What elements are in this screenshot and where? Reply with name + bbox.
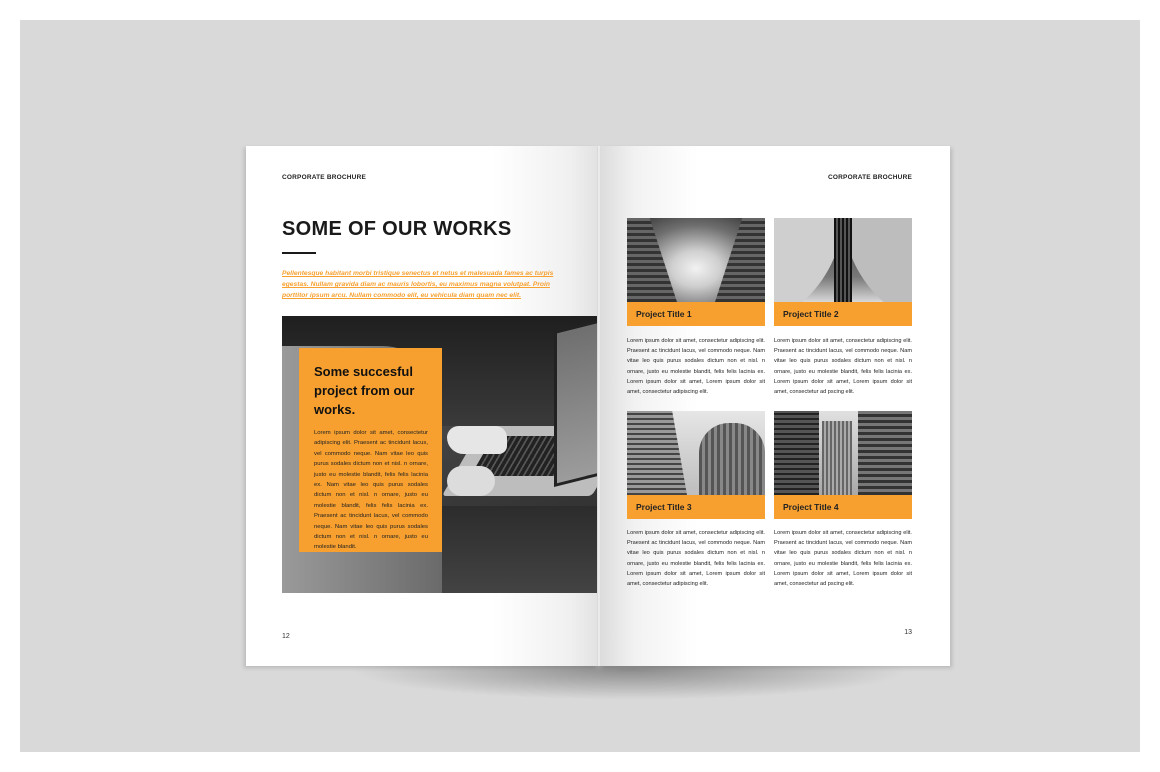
project-description: Lorem ipsum dolor sit amet, consectetur adipiscing elit. Praesent ac tincidunt lacus, vel commodo neque. Nam vitae leo quis purus sodales dictum non et nisl. n ornare, justo eu molestie blandit, felis felis lacinia ex. Lorem ipsum dolor sit amet, Lorem ipsum dolor sit amet, consectetur ad pscing elit. (774, 530, 912, 588)
project-3-image (627, 411, 765, 495)
arch-shape (842, 218, 912, 302)
building-shape (858, 411, 912, 495)
project-description: Lorem ipsum dolor sit amet, consectetur adipiscing elit. Praesent ac tincidunt lacus, vel commodo neque. Nam vitae leo quis purus sodales dictum non et nisl. n ornare, justo eu molestie blandit, felis felis lacinia ex. Lorem ipsum dolor sit amet, Lorem ipsum dolor sit amet, consectetur ad pscing elit. (774, 338, 912, 396)
building-shape (627, 411, 687, 495)
project-title: Project Title 2 (783, 309, 839, 319)
page-header: CORPORATE BROCHURE (282, 174, 367, 181)
project-2-image (774, 218, 912, 302)
bridge-shape (834, 218, 852, 302)
left-page (246, 146, 598, 666)
right-page (600, 146, 950, 666)
project-title: Project Title 3 (636, 502, 692, 512)
building-shape (822, 421, 852, 495)
feature-body: Lorem ipsum dolor sit amet, consectetur adipiscing elit. Praesent ac tincidunt lacus, vel commodo neque. Nam vitae leo quis purus sodales dictum non et nisl. n ornare, justo eu molestie blandit, felis felis lacinia ex. Nam vitae leo quis purus sodales dictum non et nisl. n ornare, justo eu molestie blandit, felis felis lacinia ex. Praesent ac tincidunt lacus, vel commodo neque. Nam vitae leo quis purus sodales dictum non et nisl. n ornare, justo eu molestie blandit. (314, 430, 428, 551)
photo-hand (447, 426, 507, 454)
page-title: SOME OF OUR WORKS (282, 218, 512, 240)
building-shape (774, 411, 819, 495)
project-1-title-bar (627, 302, 765, 326)
building-shape (715, 218, 765, 302)
project-3-title-bar (627, 495, 765, 519)
project-4-image (774, 411, 912, 495)
project-1-image (627, 218, 765, 302)
photo-floor (442, 506, 598, 593)
photo-hand (447, 466, 495, 496)
photo-laptop-screen (554, 317, 598, 487)
title-divider (282, 252, 316, 254)
building-shape (699, 423, 765, 495)
intro-paragraph: Pellentesque habitant morbi tristique senectus et netus et malesuada fames ac turpis egestas. Nullam gravida diam ac mauris lobortis, eu maximus magna volutpat. Proin porttitor ipsum arcu. Nullam commodo elit, eu vehicula diam quam nec elit. (282, 270, 554, 299)
page-number: 13 (904, 629, 912, 636)
project-description: Lorem ipsum dolor sit amet, consectetur adipiscing elit. Praesent ac tincidunt lacus, vel commodo neque. Nam vitae leo quis purus sodales dictum non et nisl. n ornare, justo eu molestie blandit, felis felis lacinia ex. Lorem ipsum dolor sit amet, Lorem ipsum dolor sit amet, consectetur adipiscing elit. (627, 530, 765, 588)
feature-box (299, 348, 442, 552)
feature-title: Some succesful project from our works. (314, 364, 415, 417)
project-title: Project Title 1 (636, 309, 692, 319)
project-description: Lorem ipsum dolor sit amet, consectetur adipiscing elit. Praesent ac tincidunt lacus, vel commodo neque. Nam vitae leo quis purus sodales dictum non et nisl. n ornare, justo eu molestie blandit, felis felis lacinia ex. Lorem ipsum dolor sit amet, Lorem ipsum dolor sit amet, consectetur adipiscing elit. (627, 338, 765, 396)
mockup-backdrop (20, 20, 1140, 752)
building-shape (627, 218, 677, 302)
page-header: CORPORATE BROCHURE (827, 174, 912, 181)
project-2-title-bar (774, 302, 912, 326)
project-4-title-bar (774, 495, 912, 519)
project-title: Project Title 4 (783, 502, 839, 512)
page-number: 12 (282, 633, 290, 640)
